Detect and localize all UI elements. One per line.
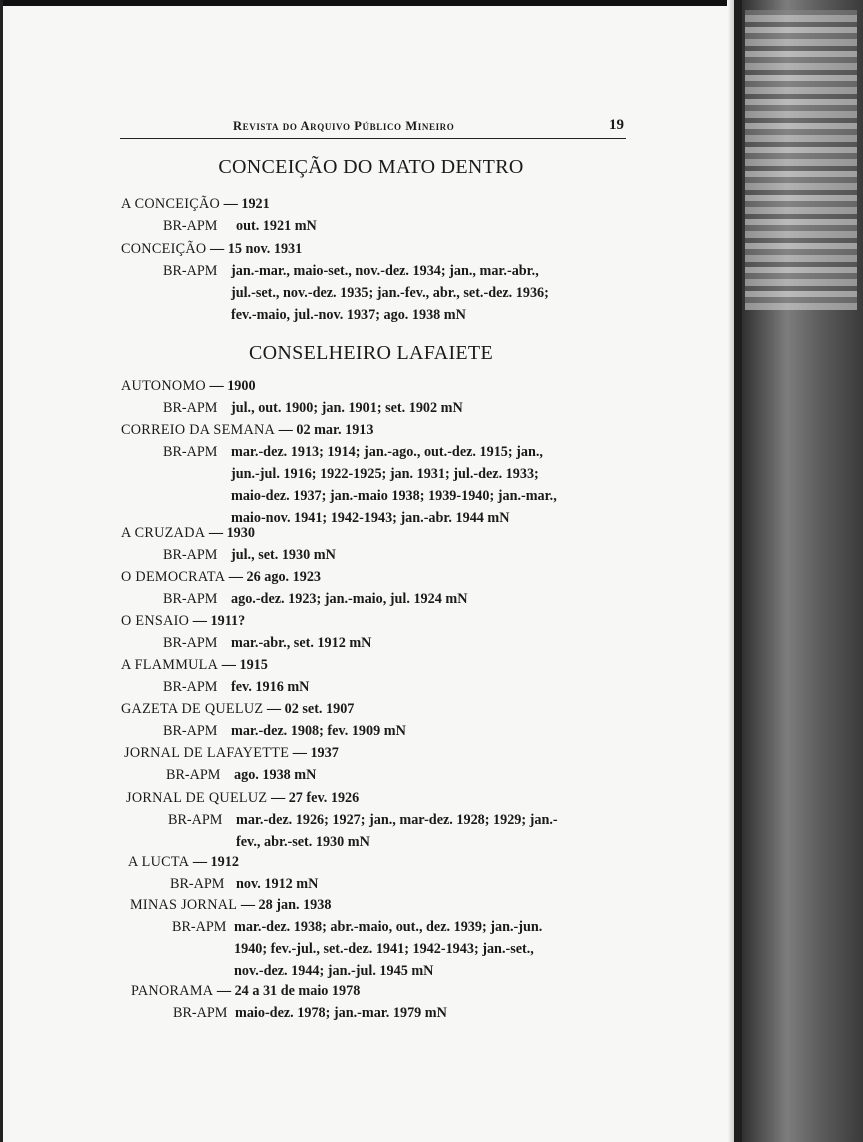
entry-panorama: PANORAMA — 24 a 31 de maio 1978 BR-APM maio-dez. 1978; jan.-mar. 1979 mN xyxy=(131,983,447,1021)
section-title-conceicao: CONCEIÇÃO DO MATO DENTRO xyxy=(218,156,524,178)
entry-autonomo: AUTONOMO — 1900 BR-APM jul., out. 1900; jan. 1901; set. 1902 mN xyxy=(121,378,463,416)
entry-correio-da-semana: CORREIO DA SEMANA — 02 mar. 1913 BR-APM mar.-dez. 1913; 1914; jan.-ago., out.-dez. 1915; jan., jun.-jul. 1916; 1922-1925; jan. 1931; jul.-dez. 1933; maio-dez. 1937; jan.-maio 1938; 1939-1940; jan.-mar., maio-nov. 1941; 1942-1943; jan.-abr. 1944 mN xyxy=(121,422,557,526)
entry-a-flammula: A FLAMMULA — 1915 BR-APM fev. 1916 mN xyxy=(121,657,310,695)
entry-a-cruzada: A CRUZADA — 1930 BR-APM jul., set. 1930 mN xyxy=(121,525,336,563)
entry-a-conceicao: A CONCEIÇÃO — 1921 BR-APM out. 1921 mN xyxy=(121,196,317,234)
entry-minas-jornal: MINAS JORNAL — 28 jan. 1938 BR-APM mar.-dez. 1938; abr.-maio, out., dez. 1939; jan.-jun. 1940; fev.-jul., set.-dez. 1941; 1942-1943; jan.-set., nov.-dez. 1944; jan.-jul. 1945 mN xyxy=(130,897,543,979)
entry-jornal-de-lafayette: JORNAL DE LAFAYETTE — 1937 BR-APM ago. 1938 mN xyxy=(124,745,339,783)
entry-o-ensaio: O ENSAIO — 1911? BR-APM mar.-abr., set. 1912 mN xyxy=(121,613,372,651)
binding-texture xyxy=(745,10,857,310)
entry-o-democrata: O DEMOCRATA — 26 ago. 1923 BR-APM ago.-dez. 1923; jan.-maio, jul. 1924 mN xyxy=(121,569,468,607)
section-title-lafaiete: CONSELHEIRO LAFAIETE xyxy=(249,342,493,364)
page-top-edge xyxy=(0,0,740,6)
page-number: 19 xyxy=(609,117,624,133)
running-header xyxy=(120,118,626,139)
journal-title: Revista do Arquivo Público Mineiro xyxy=(233,119,455,133)
entry-a-lucta: A LUCTA — 1912 BR-APM nov. 1912 mN xyxy=(128,854,319,892)
entry-gazeta-de-queluz: GAZETA DE QUELUZ — 02 set. 1907 BR-APM mar.-dez. 1908; fev. 1909 mN xyxy=(121,701,406,739)
entry-jornal-de-queluz: JORNAL DE QUELUZ — 27 fev. 1926 BR-APM mar.-dez. 1926; 1927; jan., mar-dez. 1928; 1929; jan.- fev., abr.-set. 1930 mN xyxy=(126,790,558,850)
entry-conceicao: CONCEIÇÃO — 15 nov. 1931 BR-APM jan.-mar., maio-set., nov.-dez. 1934; jan., mar.-abr., jul.-set., nov.-dez. 1935; jan.-fev., abr., set.-dez. 1936; fev.-maio, jul.-nov. 1937; ago. 1938 mN xyxy=(121,241,549,323)
